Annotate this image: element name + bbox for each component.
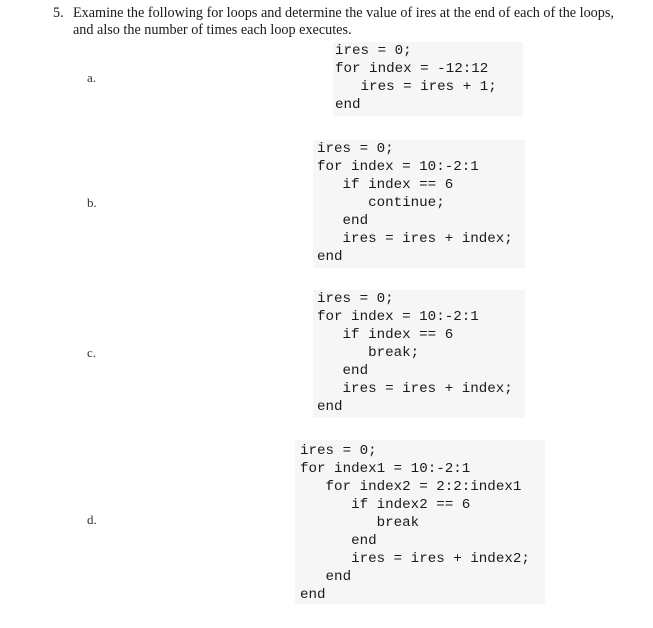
code-line: ires = ires + 1; [335, 79, 497, 95]
code-line: end [317, 399, 343, 415]
question-number: 5. [53, 5, 64, 21]
code-line: for index1 = 10:-2:1 [300, 461, 471, 477]
part-b-label: b. [87, 195, 97, 210]
code-line: ires = 0; [300, 443, 377, 459]
part-d-label: d. [87, 512, 97, 527]
part-a-code [333, 42, 523, 116]
code-line: end [317, 363, 369, 379]
code-line: end [300, 587, 326, 603]
code-line: ires = 0; [335, 43, 412, 59]
code-line: break; [317, 345, 420, 361]
code-line: if index == 6 [317, 177, 454, 193]
part-d-code [295, 440, 545, 604]
code-line: end [335, 97, 361, 113]
question-line-1: Examine the following for loops and determine the value of ires at the end of each of the loops, [73, 5, 614, 21]
code-line: ires = ires + index2; [300, 551, 530, 567]
code-line: end [300, 569, 352, 585]
code-line: if index2 == 6 [300, 497, 471, 513]
part-a-label: a. [87, 70, 97, 85]
code-line: for index = 10:-2:1 [317, 309, 479, 325]
code-line: end [300, 533, 377, 549]
code-line: ires = ires + index; [317, 231, 513, 247]
code-line: for index = -12:12 [335, 61, 489, 77]
part-c-label: c. [87, 345, 97, 360]
code-line: end [317, 249, 343, 265]
code-line: for index = 10:-2:1 [317, 159, 479, 175]
code-line: ires = ires + index; [317, 381, 513, 397]
code-line: ires = 0; [317, 141, 394, 157]
code-line: break [300, 515, 420, 531]
code-line: ires = 0; [317, 291, 394, 307]
part-c-code [313, 290, 525, 418]
code-line: if index == 6 [317, 327, 454, 343]
code-line: for index2 = 2:2:index1 [300, 479, 522, 495]
question-line-2: and also the number of times each loop executes. [73, 21, 352, 38]
code-line: continue; [317, 195, 445, 211]
code-line: end [317, 213, 369, 229]
part-b-code [313, 140, 525, 268]
